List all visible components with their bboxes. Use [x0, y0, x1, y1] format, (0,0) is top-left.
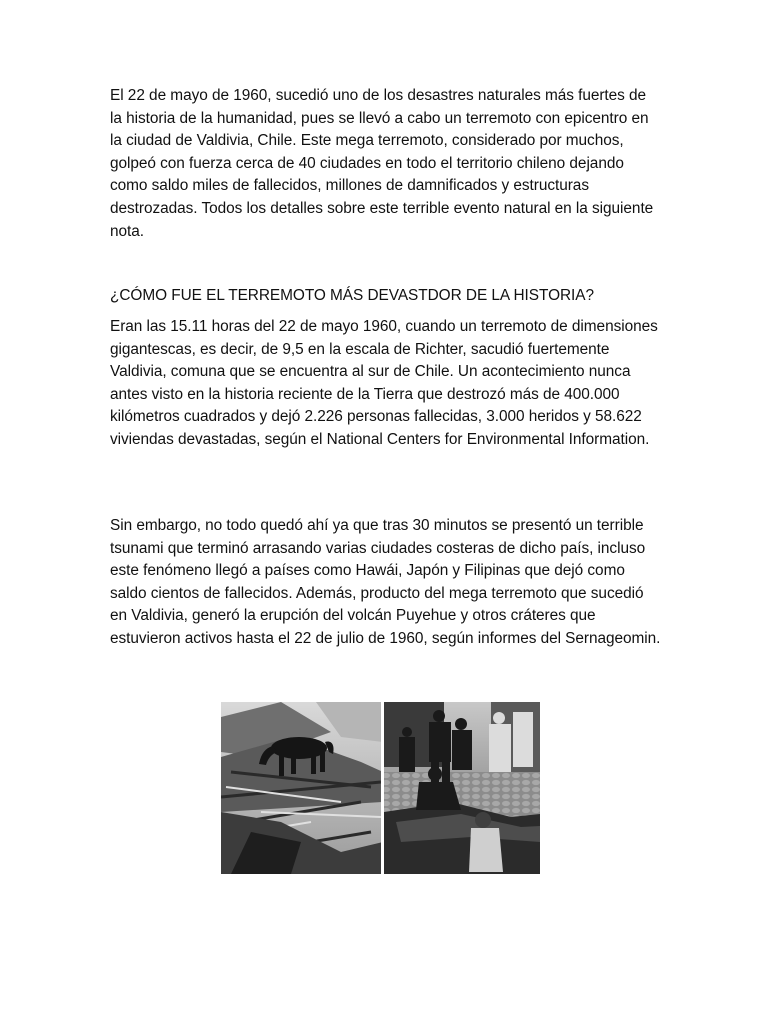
earthquake-photo [221, 702, 540, 874]
earthquake-details-paragraph: Eran las 15.11 horas del 22 de mayo 1960, cuando un terremoto de dimensiones gigantescas, es decir, de 9,5 en la escala de Richter, sacudió fuertemente Valdivia, comuna que se encuentra al sur de Chile. Un acontecimiento nunca antes visto en la historia reciente de la Tierra que destrozó más de 400.000 kilómetros cuadrados y dejó 2.226 personas fallecidas, 3.000 heridos y 58.622 viviendas devastadas, según el National Centers for Environmental Information. [110, 318, 658, 448]
street-crack-scene [384, 702, 540, 874]
tsunami-paragraph: Sin embargo, no todo quedó ahí ya que tras 30 minutos se presentó un terrible tsunami que terminó arrasando varias ciudades costeras de dicho país, incluso este fenómeno llegó a países como Hawái, Japón y Filipinas que dejó como saldo cientos de fallecidos. Además, producto del mega terremoto que sucedió en Valdivia, generó la erupción del volcán Puyehue y otros cráteres que estuvieron activos hasta el 22 de julio de 1960, según informes del Sernageomin. [110, 517, 661, 647]
collapsed-buildings-scene [221, 702, 383, 874]
section-heading: ¿CÓMO FUE EL TERREMOTO MÁS DEVASTDOR DE LA HISTORIA? [110, 287, 594, 304]
intro-paragraph: El 22 de mayo de 1960, sucedió uno de los desastres naturales más fuertes de la historia de la humanidad, pues se llevó a cabo un terremoto con epicentro en la ciudad de Valdivia, Chile. Este mega terremoto, considerado por muchos, golpeó con fuerza cerca de 40 ciudades en todo el territorio chileno dejando como saldo miles de fallecidos, millones de damnificados y estructuras destrozadas. Todos los detalles sobre este terrible evento natural en la siguiente nota. [110, 87, 654, 240]
